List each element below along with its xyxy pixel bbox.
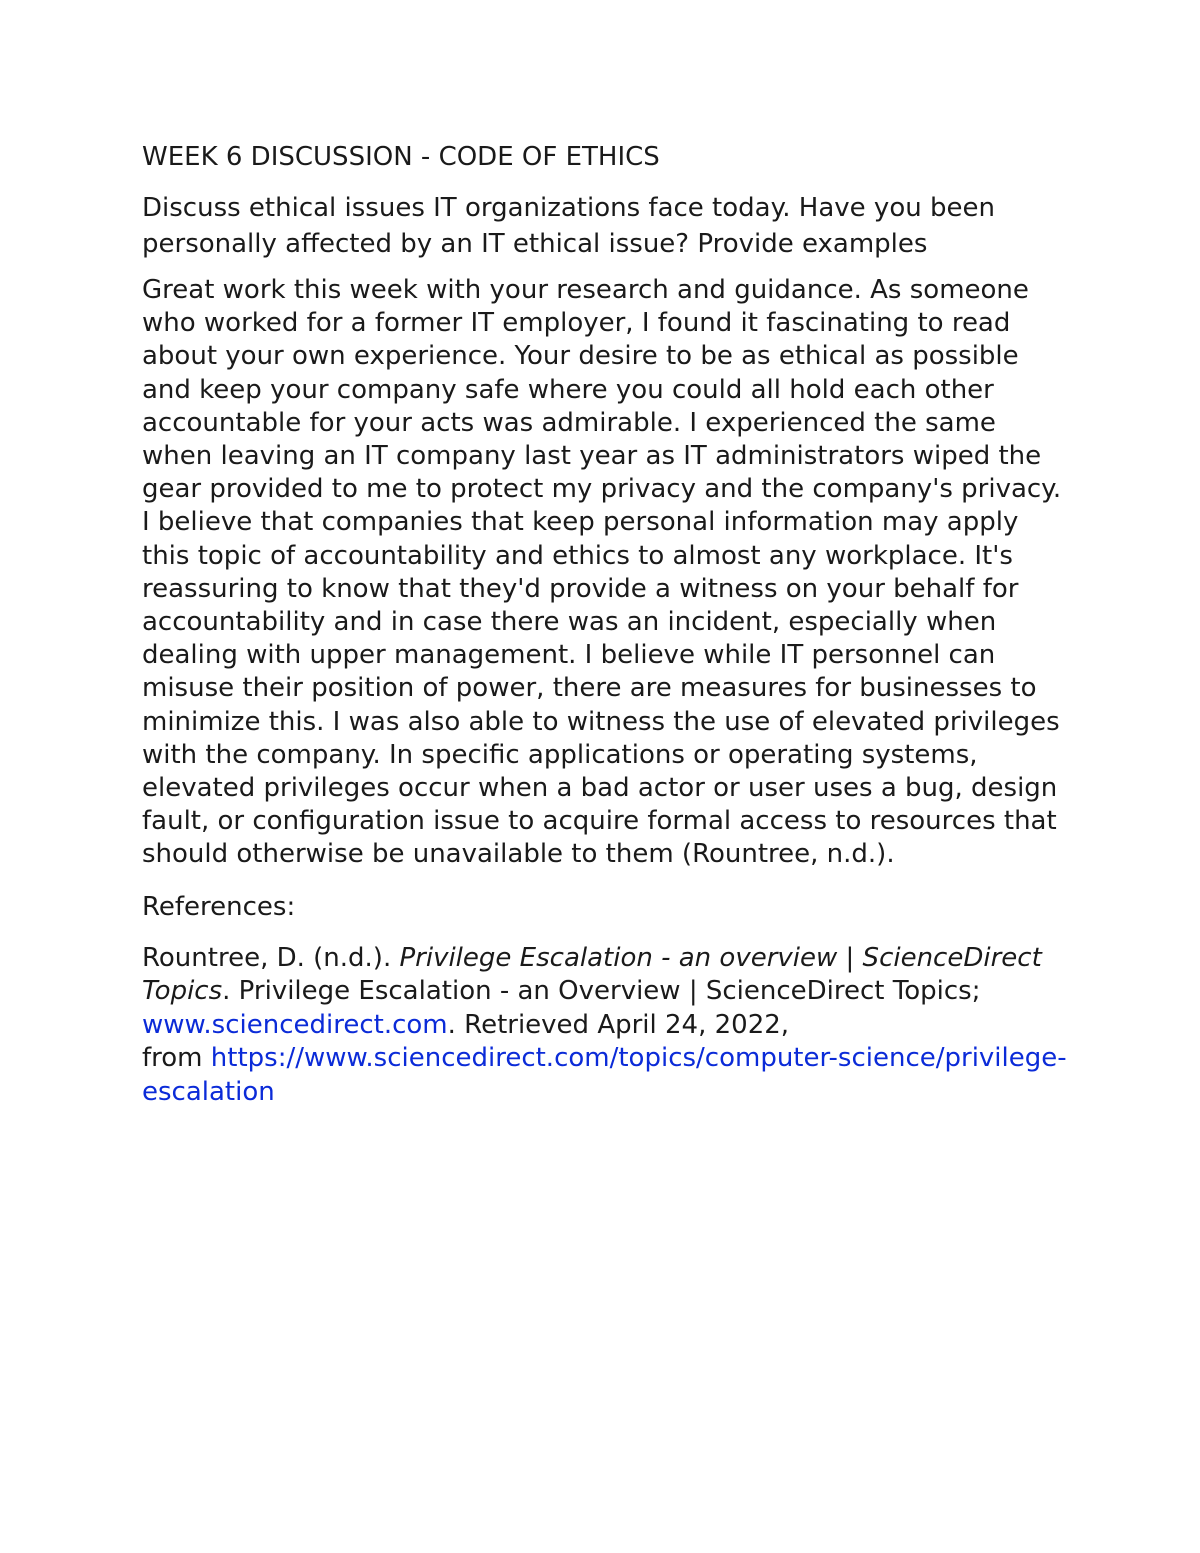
reference-source: . Privilege Escalation - an Overview | ScienceDirect Topics;	[222, 976, 981, 1007]
reference-from-label: from	[142, 1043, 211, 1074]
document-page	[142, 140, 1072, 1109]
reference-site-link[interactable]: www.sciencedirect.com	[142, 1009, 448, 1040]
reference-url-link[interactable]: https://www.sciencedirect.com/topics/computer-science/privilege-escalation	[142, 1043, 1067, 1107]
discussion-prompt: Discuss ethical issues IT organizations face today. Have you been personally affected by an IT ethical issue? Provide examples	[142, 193, 995, 259]
document-title: WEEK 6 DISCUSSION - CODE OF ETHICS	[142, 142, 660, 172]
reference-entry	[142, 942, 1072, 1110]
references-heading: References:	[142, 891, 296, 922]
reference-title: Privilege Escalation - an overview | ScienceDirect Topics	[142, 942, 1042, 1007]
reference-author-date: Rountree, D. (n.d.).	[142, 942, 400, 973]
reference-retrieved: . Retrieved April 24, 2022,	[447, 1009, 790, 1040]
discussion-response: Great work this week with your research and guidance. As someone who worked for a former IT employer, I found it fascinating to read about your own experience. Your desire to be as ethical as possible and keep your company safe where you could all hold each other accountable for your acts was admirable. I experienced the same when leaving an IT company last year as IT administrators wiped the gear provided to me to protect my privacy and the company's privacy. I believe that companies that keep personal information may apply this topic of accountability and ethics to almost any workplace. It's reassuring to know that they'd provide a witness on your behalf for accountability and in case there was an incident, especially when dealing with upper management. I believe while IT personnel can misuse their position of power, there are measures for businesses to minimize this. I was also able to witness the use of elevated privileges with the company. In specific applications or operating systems, elevated privileges occur when a bad actor or user uses a bug, design fault, or configuration issue to acquire formal access to resources that should otherwise be unavailable to them (Rountree, n.d.).	[142, 275, 1062, 870]
